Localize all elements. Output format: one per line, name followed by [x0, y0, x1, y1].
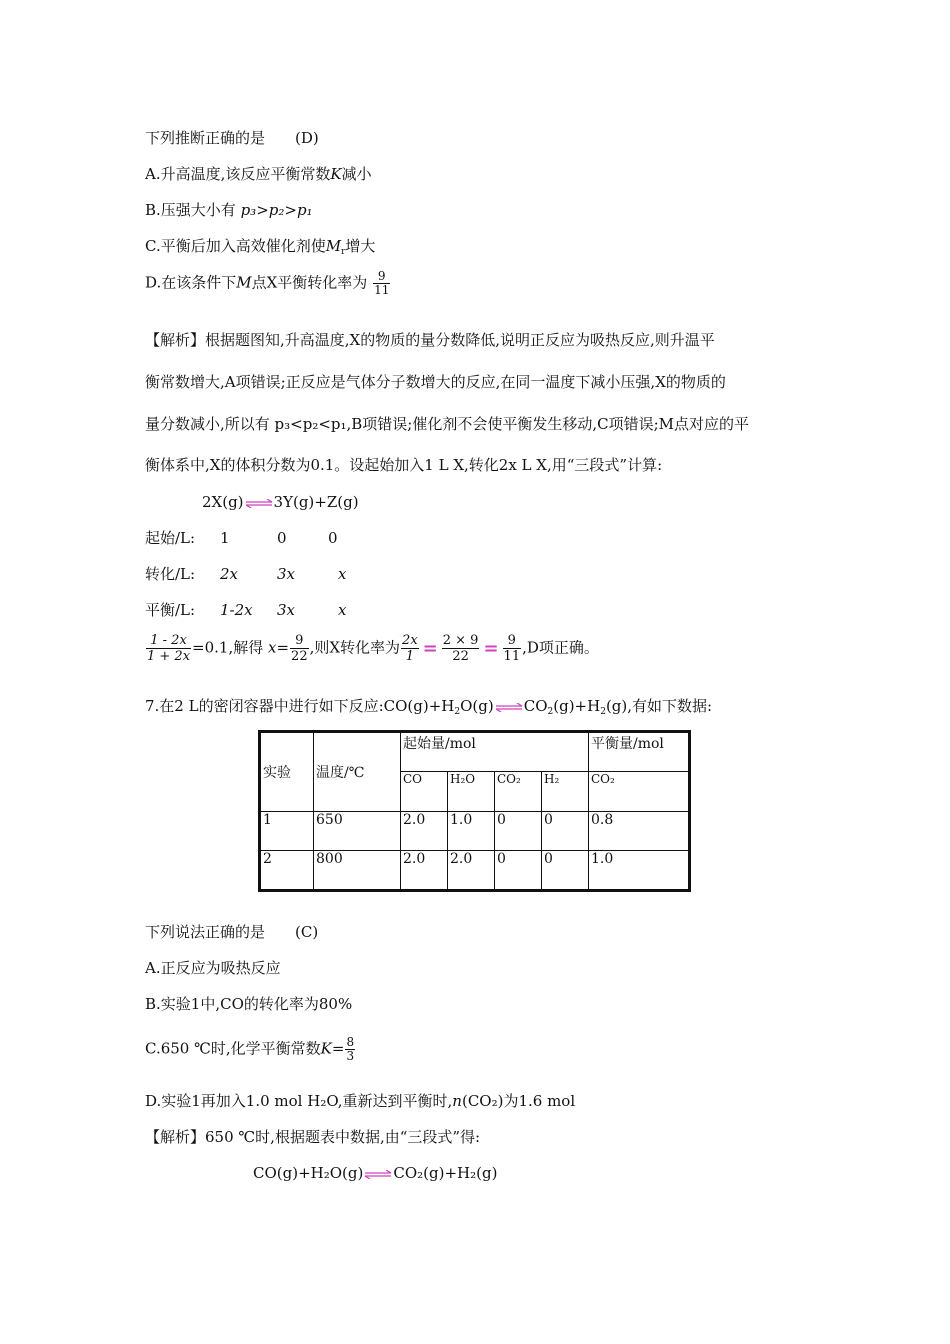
q6-analysis-line-4: 衡体系中,X的体积分数为0.1。设起始加入1 L X,转化2x L X,用“三段式”计算: [145, 456, 663, 474]
start-z: 0 [328, 529, 338, 547]
pressure-expr: p₃>p₂>p₁ [240, 201, 313, 219]
q7-reaction: CO(g)+H₂O(g) CO₂(g)+H₂(g) [253, 1164, 498, 1182]
q6-option-d: D.在该条件下M点X平衡转化率为 $\frac{9}{11}$ [145, 269, 390, 297]
table-row: 2 800 2.0 2.0 0 0 1.0 [260, 851, 690, 891]
subheader-co2: CO₂ [495, 772, 542, 812]
row-label-change: 转化/L: [145, 565, 196, 583]
q7-question: 下列说法正确的是 (C) [145, 923, 319, 941]
q6-option-b: B.压强大小有 p₃>p₂>p₁ [145, 201, 313, 219]
q6-option-a: A.升高温度,该反应平衡常数K减小 [145, 165, 372, 183]
q6-analysis-line-3: 量分数减小,所以有 p₃<p₂<p₁,B项错误;催化剂不会使平衡发生移动,C项错误;M点对应的平 [145, 415, 750, 433]
eq-x: 1-2x [220, 601, 253, 619]
equilibrium-arrow-icon [364, 1170, 392, 1179]
header-temperature: 温度/℃ [314, 732, 401, 812]
q7-option-a: A.正反应为吸热反应 [145, 959, 281, 977]
q6-analysis-line-1: 【解析】根据题图知,升高温度,X的物质的量分数降低,说明正反应为吸热反应,则升温平 [145, 331, 715, 349]
start-y: 0 [277, 529, 287, 547]
change-y: 3x [277, 565, 296, 583]
equilibrium-arrow-icon [495, 703, 523, 712]
subheader-co: CO [401, 772, 448, 812]
q7-analysis: 【解析】650 ℃时,根据题表中数据,由“三段式”得: [145, 1128, 481, 1146]
experiment-data-table [258, 730, 691, 892]
change-z: x [338, 565, 347, 583]
start-x: 1 [220, 529, 230, 547]
q6-calculation: $\frac{1 - 2x}{1 + 2x}$ =0.1,解得 x= $\frac{9}{22}$ ,则X转化率为 $\frac{2x}{1}$ = $\frac{2 \times 9}{22}$ = $\frac{9}{11}$ ,D项正确。 [147, 633, 599, 664]
header-initial-amount: 起始量/mol [401, 732, 589, 772]
q6-stem: 下列推断正确的是 (D) [145, 129, 319, 147]
equilibrium-arrow-icon [245, 499, 273, 508]
eq-z: x [338, 601, 347, 619]
q6-answer: (D) [295, 129, 319, 147]
q7-option-c: C.650 ℃时,化学平衡常数K= $\frac{8}{3}$ [145, 1035, 355, 1063]
q7-option-d: D.实验1再加入1.0 mol H₂O,重新达到平衡时,n(CO₂)为1.6 mol [145, 1092, 576, 1110]
q7-answer: (C) [295, 923, 319, 941]
eq-y: 3x [277, 601, 296, 619]
row-label-equilibrium: 平衡/L: [145, 601, 196, 619]
header-experiment: 实验 [260, 732, 314, 812]
header-equilibrium-amount: 平衡量/mol [589, 732, 690, 772]
subheader-h2: H₂ [542, 772, 589, 812]
q7-stem: 7.在2 L的密闭容器中进行如下反应$:CO(g)+H_2O(g)$ $CO_2(g)+H_2(g)$,有如下数据: [145, 697, 713, 717]
q7-option-b: B.实验1中,CO的转化率为80% [145, 995, 353, 1013]
q6-analysis-line-2: 衡常数增大,A项错误;正反应是气体分子数增大的反应,在同一温度下减小压强,X的物质的 [145, 373, 726, 391]
q6-reaction: 2X(g) 3Y(g)+Z(g) [202, 493, 359, 511]
row-label-start: 起始/L: [145, 529, 196, 547]
change-x: 2x [220, 565, 239, 583]
subheader-co2-eq: CO₂ [589, 772, 690, 812]
q6-option-c: C.平衡后加入高效催化剂使$M_r$增大 [145, 237, 376, 257]
table-row: 1 650 2.0 1.0 0 0 0.8 [260, 812, 690, 851]
subheader-h2o: H₂O [448, 772, 495, 812]
